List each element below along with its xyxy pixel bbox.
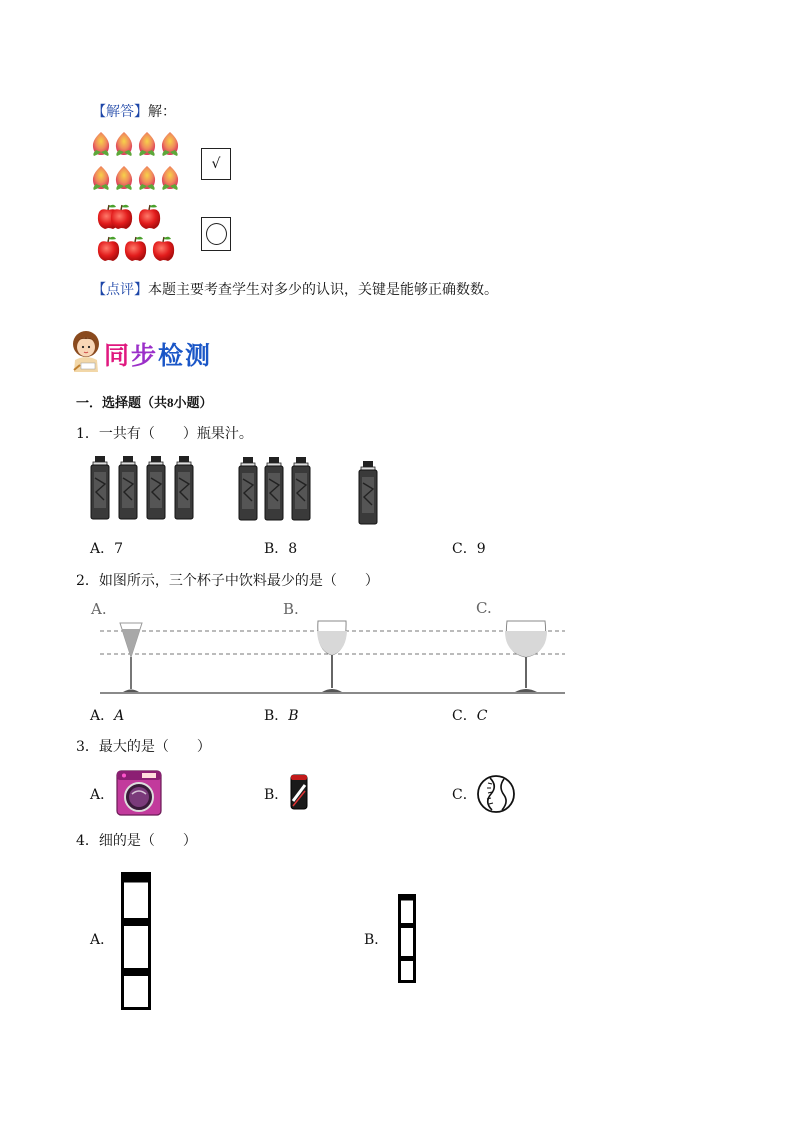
answer-line xyxy=(92,103,176,121)
section-header xyxy=(76,394,213,413)
section-title-char-3: 检 xyxy=(158,341,186,370)
section-title xyxy=(104,336,212,368)
answer-text: 解： xyxy=(148,104,176,120)
glasses-image xyxy=(95,615,567,697)
answer-box-2 xyxy=(201,217,231,251)
q2-option-c-label: C． xyxy=(452,708,477,724)
juice-bottles-image xyxy=(90,456,390,528)
soda-can-icon[interactable] xyxy=(289,773,309,811)
question-2-stem: 2．如图所示，三个杯子中饮料最少的是（ ） xyxy=(76,573,379,589)
narrow-column-icon[interactable] xyxy=(398,894,416,984)
glass-label-b: B. xyxy=(283,600,299,618)
glass-label-c: C. xyxy=(476,599,492,617)
section-title-char-1: 同 xyxy=(104,341,132,370)
q2-option-a-label: A． xyxy=(90,708,115,724)
apples-image xyxy=(96,204,181,264)
q1-option-c-value: 9 xyxy=(476,541,486,557)
q2-option-b-label: B． xyxy=(264,708,289,724)
q1-option-c[interactable] xyxy=(452,540,486,558)
question-4-stem: 4．细的是（ ） xyxy=(76,833,197,849)
q2-option-c-value: C xyxy=(476,708,488,724)
q1-option-c-label: C． xyxy=(452,541,477,557)
q1-option-b[interactable] xyxy=(264,540,297,558)
q1-option-a[interactable] xyxy=(90,540,123,558)
q3-option-b-label[interactable]: B． xyxy=(264,787,289,803)
answer-box-1: √ xyxy=(201,148,231,180)
peaches-image xyxy=(90,128,190,198)
girl-avatar-icon xyxy=(70,330,102,372)
q2-option-c[interactable] xyxy=(452,707,487,725)
comment-text: 本题主要考查学生对多少的认识，关键是能够正确数数。 xyxy=(148,282,498,298)
comment-line xyxy=(92,281,498,299)
question-3-stem: 3．最大的是（ ） xyxy=(76,739,211,755)
q3-option-a-label[interactable]: A． xyxy=(90,787,115,803)
section-header-tail: 小题） xyxy=(173,396,213,411)
q2-option-b-value: B xyxy=(288,708,299,724)
question-1-stem: 1．一共有（ ）瓶果汁。 xyxy=(76,426,253,442)
section-title-char-2: 步 xyxy=(131,341,159,370)
q3-option-c-label[interactable]: C． xyxy=(452,787,477,803)
q2-option-a[interactable] xyxy=(90,707,124,725)
q1-option-a-value: 7 xyxy=(114,541,124,557)
q4-option-b-label[interactable]: B． xyxy=(364,932,389,948)
baseball-icon[interactable] xyxy=(476,774,516,814)
question-count: 8 xyxy=(167,395,174,410)
comment-label: 【点评】 xyxy=(92,282,148,298)
glass-label-a: A. xyxy=(91,600,107,618)
section-header-text: 一．选择题（共 xyxy=(76,396,168,411)
answer-label: 【解答】 xyxy=(92,104,148,120)
washing-machine-icon[interactable] xyxy=(116,768,162,816)
q1-option-b-value: 8 xyxy=(288,541,298,557)
q2-option-b[interactable] xyxy=(264,707,299,725)
circle-icon xyxy=(206,223,227,245)
q4-option-a-label[interactable]: A． xyxy=(90,932,115,948)
section-title-char-4: 测 xyxy=(185,341,213,370)
q1-option-a-label: A． xyxy=(90,541,115,557)
q2-option-a-value: A xyxy=(114,708,125,724)
wide-column-icon[interactable] xyxy=(121,872,151,1010)
q1-option-b-label: B． xyxy=(264,541,289,557)
